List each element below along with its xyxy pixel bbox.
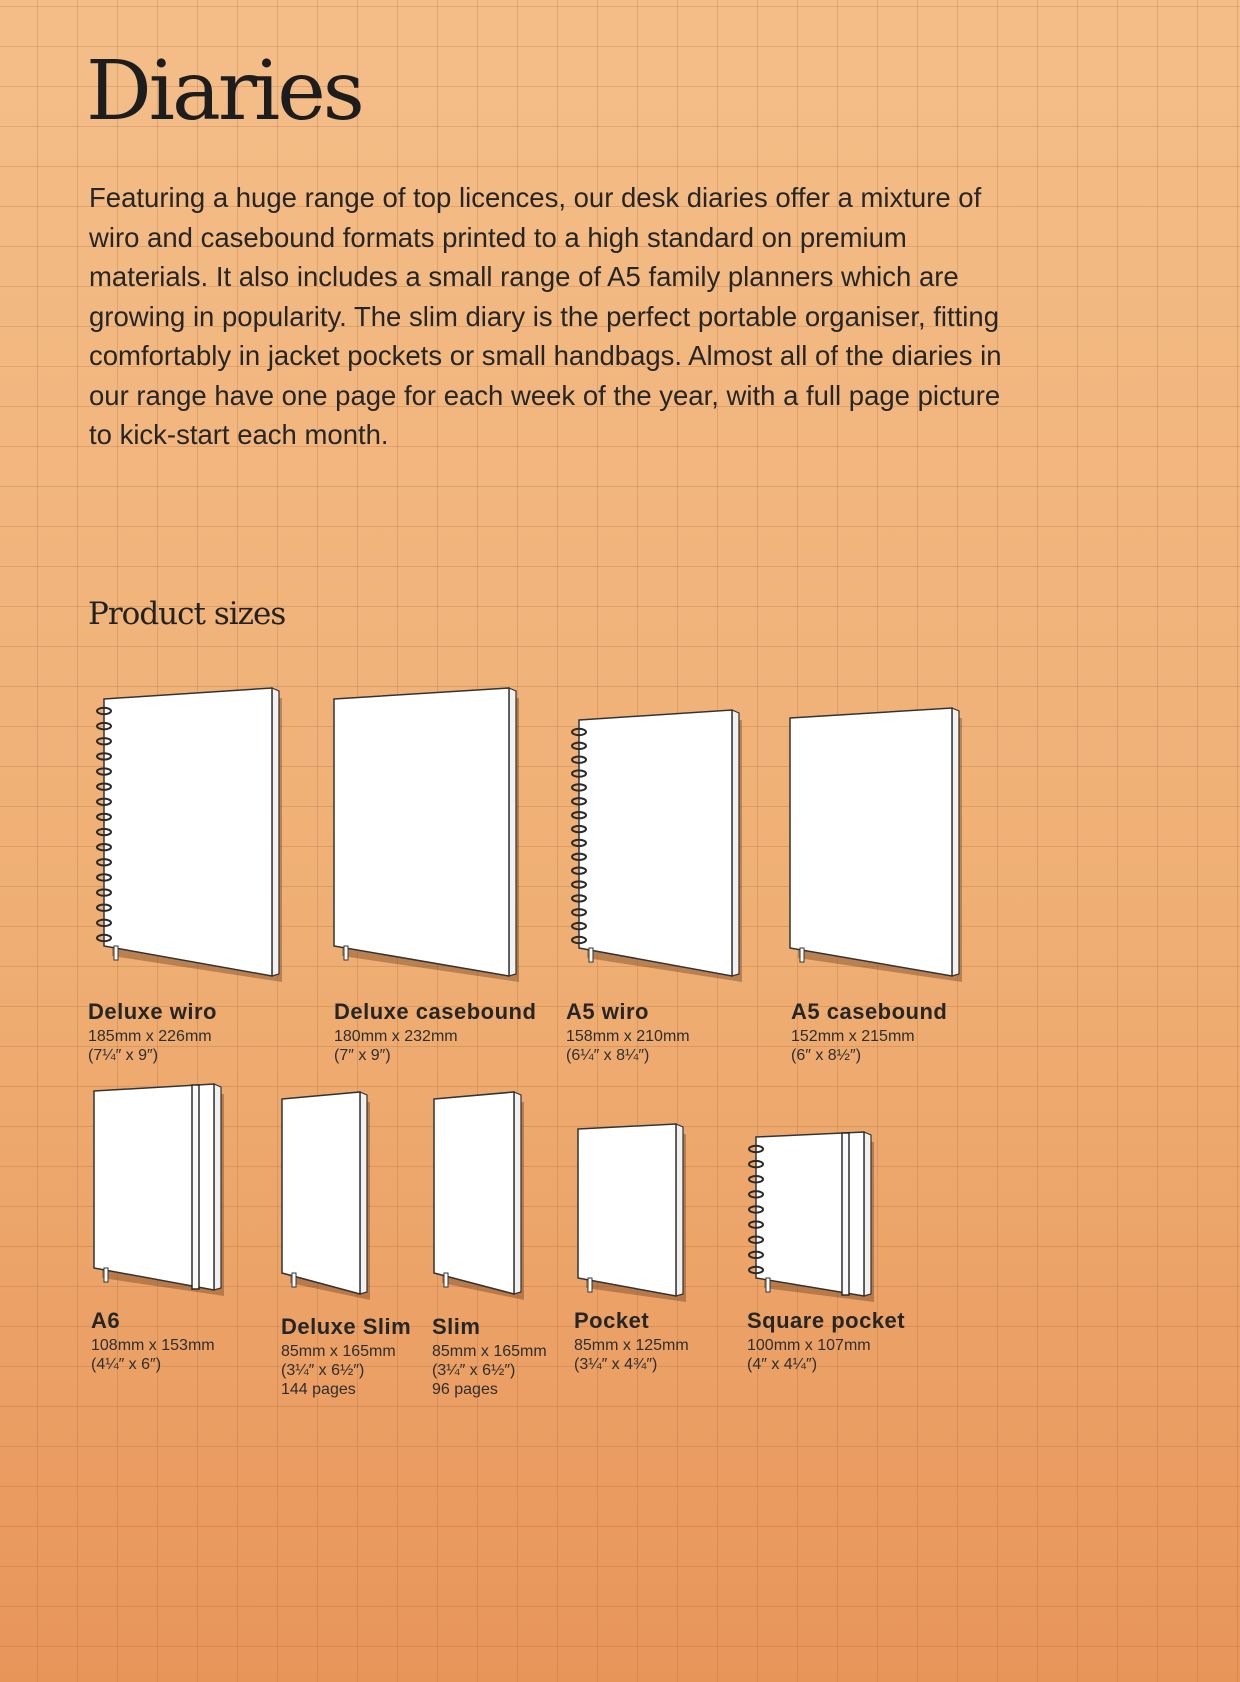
product-imperial-size: (4¼″ x 6″) — [91, 1356, 162, 1373]
product-illustration-deluxe-slim — [278, 1088, 376, 1302]
product-name: Deluxe Slim — [281, 1314, 412, 1339]
product-name: Deluxe wiro — [88, 999, 217, 1024]
ribbon-marker — [444, 1273, 448, 1287]
section-title: Product sizes — [88, 596, 286, 632]
cover — [578, 1124, 676, 1296]
product-caption — [281, 1316, 411, 1399]
product-imperial-size: (6¼″ x 8¼″) — [566, 1047, 650, 1064]
product-caption — [88, 1001, 217, 1065]
product-imperial-size: (7″ x 9″) — [334, 1047, 391, 1064]
page-block — [952, 708, 959, 976]
product-name: A5 casebound — [791, 999, 948, 1024]
ribbon-marker — [766, 1278, 770, 1292]
intro-paragraph: Featuring a huge range of top licences, our desk diaries offer a mixture of wiro and casebound formats printed to a high standard on premium materials. It also includes a small range of A5 family planners which are growing in popularity. The slim diary is the perfect portable organiser, fitting comfortably in jacket pockets or small handbags. Almost all of the diaries in our range have one page for each week of the year, with a full page picture to kick-start each month. — [89, 182, 1002, 450]
product-name: Square pocket — [747, 1308, 906, 1333]
product-metric-size: 85mm x 165mm — [432, 1343, 547, 1360]
product-page-count: 96 pages — [432, 1381, 498, 1398]
product-name: Deluxe casebound — [334, 999, 537, 1024]
product-illustration-slim — [430, 1088, 530, 1302]
cover — [282, 1092, 360, 1294]
product-name: Slim — [432, 1314, 481, 1339]
product-caption — [432, 1316, 547, 1399]
product-imperial-size: (3¼″ x 6½″) — [432, 1362, 516, 1379]
product-imperial-size: (7¼″ x 9″) — [88, 1047, 159, 1064]
product-illustration-deluxe-casebound — [330, 684, 525, 984]
product-imperial-size: (3¼″ x 4¾″) — [574, 1356, 658, 1373]
product-metric-size: 158mm x 210mm — [566, 1028, 690, 1045]
page-block — [864, 1132, 871, 1296]
product-metric-size: 108mm x 153mm — [91, 1337, 215, 1354]
product-caption — [334, 1001, 536, 1065]
product-imperial-size: (3¼″ x 6½″) — [281, 1362, 365, 1379]
product-metric-size: 152mm x 215mm — [791, 1028, 915, 1045]
page-block — [272, 688, 279, 976]
product-name: A5 wiro — [566, 999, 649, 1024]
product-illustration-a5-wiro — [563, 706, 748, 984]
product-page-count: 144 pages — [281, 1381, 356, 1398]
product-metric-size: 85mm x 165mm — [281, 1343, 396, 1360]
elastic-band — [192, 1085, 199, 1289]
product-illustration-a5-casebound — [786, 704, 968, 984]
ribbon-marker — [104, 1268, 108, 1282]
product-caption — [747, 1310, 905, 1374]
product-metric-size: 180mm x 232mm — [334, 1028, 458, 1045]
page-block — [360, 1092, 367, 1294]
product-illustration-deluxe-wiro — [88, 684, 288, 984]
ribbon-marker — [800, 948, 804, 962]
product-caption — [91, 1310, 215, 1374]
cover — [434, 1092, 514, 1294]
product-name: A6 — [91, 1308, 121, 1333]
product-metric-size: 100mm x 107mm — [747, 1337, 871, 1354]
product-metric-size: 185mm x 226mm — [88, 1028, 212, 1045]
ribbon-marker — [344, 946, 348, 960]
product-illustration-pocket — [574, 1120, 692, 1304]
product-illustration-square-pocket — [740, 1128, 880, 1304]
elastic-band — [842, 1133, 849, 1295]
ribbon-marker — [114, 946, 118, 960]
cover — [579, 710, 732, 976]
cover — [790, 708, 952, 976]
ribbon-marker — [292, 1273, 296, 1287]
page-block — [509, 688, 516, 976]
product-name: Pocket — [574, 1308, 650, 1333]
cover — [104, 688, 272, 976]
product-metric-size: 85mm x 125mm — [574, 1337, 689, 1354]
product-caption — [566, 1001, 690, 1065]
product-caption — [574, 1310, 689, 1374]
product-illustration-a6 — [90, 1080, 230, 1298]
page-block — [676, 1124, 683, 1296]
product-imperial-size: (4″ x 4¼″) — [747, 1356, 818, 1373]
ribbon-marker — [588, 1278, 592, 1292]
page-block — [732, 710, 739, 976]
product-imperial-size: (6″ x 8½″) — [791, 1047, 862, 1064]
page-block — [214, 1084, 221, 1290]
cover — [334, 688, 509, 976]
page-block — [514, 1092, 521, 1294]
ribbon-marker — [589, 948, 593, 962]
page-title: Diaries — [86, 44, 362, 139]
product-caption — [791, 1001, 947, 1065]
